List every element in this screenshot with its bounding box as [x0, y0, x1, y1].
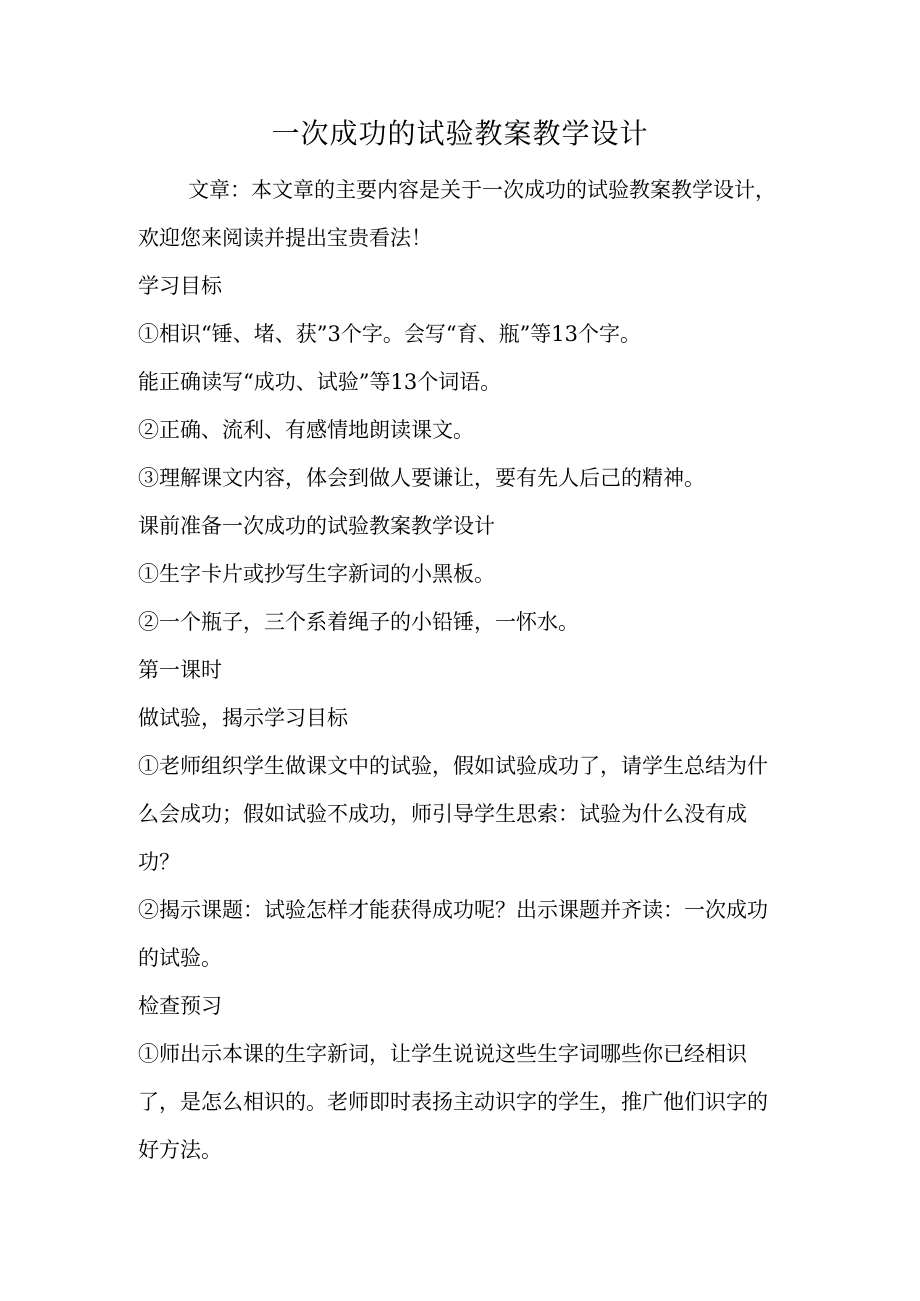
goal-item-3: ③理解课文内容，体会到做人要谦让，要有先人后己的精神。	[138, 466, 705, 490]
goal-item-1: ①相识“锤、堵、获”3个字。会写“育、瓶”等13个字。	[138, 322, 642, 346]
goal-item-1-continued: 能正确读写“成功、试验”等13个词语。	[138, 370, 502, 394]
document-title: 一次成功的试验教案教学设计	[271, 117, 649, 150]
section-heading-learning-goals: 学习目标	[138, 274, 222, 298]
goal-item-2: ②正确、流利、有感情地朗读课文。	[138, 418, 474, 442]
section-heading-preparation: 课前准备一次成功的试验教案教学设计	[138, 514, 495, 538]
preview-check-item-1: ①师出示本课的生字新词，让学生说说这些生字词哪些你已经相识了，是怎么相识的。老师即时表扬主动识字的学生，推广他们识字的好方法。	[138, 1042, 768, 1162]
intro-paragraph: 文章：本文章的主要内容是关于一次成功的试验教案教学设计，欢迎您来阅读并提出宝贵看法！	[138, 178, 776, 250]
experiment-item-2: ②揭示课题：试验怎样才能获得成功呢？出示课题并齐读：一次成功的试验。	[138, 898, 768, 970]
experiment-item-1: ①老师组织学生做课文中的试验，假如试验成功了，请学生总结为什么会成功；假如试验不成功，师引导学生思索：试验为什么没有成功？	[138, 754, 768, 874]
preparation-item-2: ②一个瓶子，三个系着绳子的小铅锤，一怀水。	[138, 610, 579, 634]
section-heading-first-lesson: 第一课时	[138, 658, 222, 682]
subsection-heading-experiment: 做试验，揭示学习目标	[138, 706, 348, 730]
document-body	[138, 166, 788, 1174]
preparation-item-1: ①生字卡片或抄写生字新词的小黑板。	[138, 562, 495, 586]
subsection-heading-preview-check: 检查预习	[138, 994, 222, 1018]
